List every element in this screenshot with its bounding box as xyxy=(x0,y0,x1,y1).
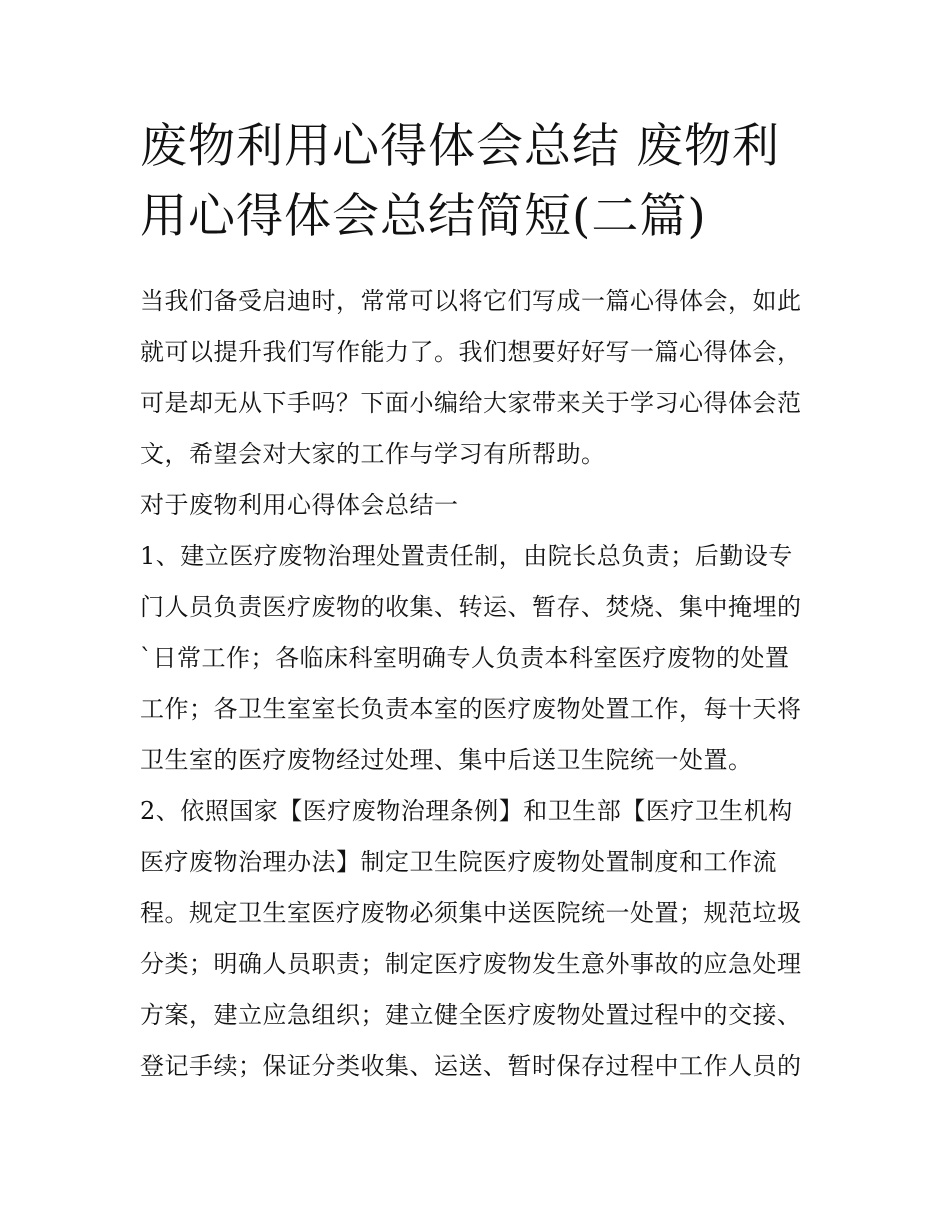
body-line: 1、建立医疗废物治理处置责任制，由院长总负责；后勤设专 xyxy=(140,542,793,570)
body-line: 就可以提升我们写作能力了。我们想要好好写一篇心得体会， xyxy=(140,338,802,366)
body-line: 门人员负责医疗废物的收集、转运、暂存、焚烧、集中掩埋的 xyxy=(140,593,802,621)
body-line: 当我们备受启迪时，常常可以将它们写成一篇心得体会，如此 xyxy=(140,287,802,315)
body-line: 卫生室的医疗废物经过处理、集中后送卫生院统一处置。 xyxy=(140,746,753,774)
body-line: 可是却无从下手吗？下面小编给大家带来关于学习心得体会范 xyxy=(140,389,802,417)
body-line: 2、依照国家【医疗废物治理条例】和卫生部【医疗卫生机构 xyxy=(140,797,793,825)
body-line: 程。规定卫生室医疗废物必须集中送医院统一处置；规范垃圾 xyxy=(140,899,802,927)
document-body xyxy=(140,276,820,1092)
document-title xyxy=(140,112,820,252)
title-line: 用心得体会总结简短(二篇) xyxy=(140,189,707,244)
title-line: 废物利用心得体会总结 废物利 xyxy=(140,119,780,174)
body-line: 工作；各卫生室室长负责本室的医疗废物处置工作，每十天将 xyxy=(140,695,802,723)
body-line: `日常工作；各临床科室明确专人负责本科室医疗废物的处置 xyxy=(140,644,790,672)
body-line: 分类；明确人员职责；制定医疗废物发生意外事故的应急处理 xyxy=(140,950,802,978)
body-line: 方案，建立应急组织；建立健全医疗废物处置过程中的交接、 xyxy=(140,1001,802,1029)
section-heading: 对于废物利用心得体会总结一 xyxy=(140,491,459,519)
body-line: 登记手续；保证分类收集、运送、暂时保存过程中工作人员的 xyxy=(140,1052,802,1080)
body-line: 文，希望会对大家的工作与学习有所帮助。 xyxy=(140,440,606,468)
body-line: 医疗废物治理办法】制定卫生院医疗废物处置制度和工作流 xyxy=(140,848,777,876)
